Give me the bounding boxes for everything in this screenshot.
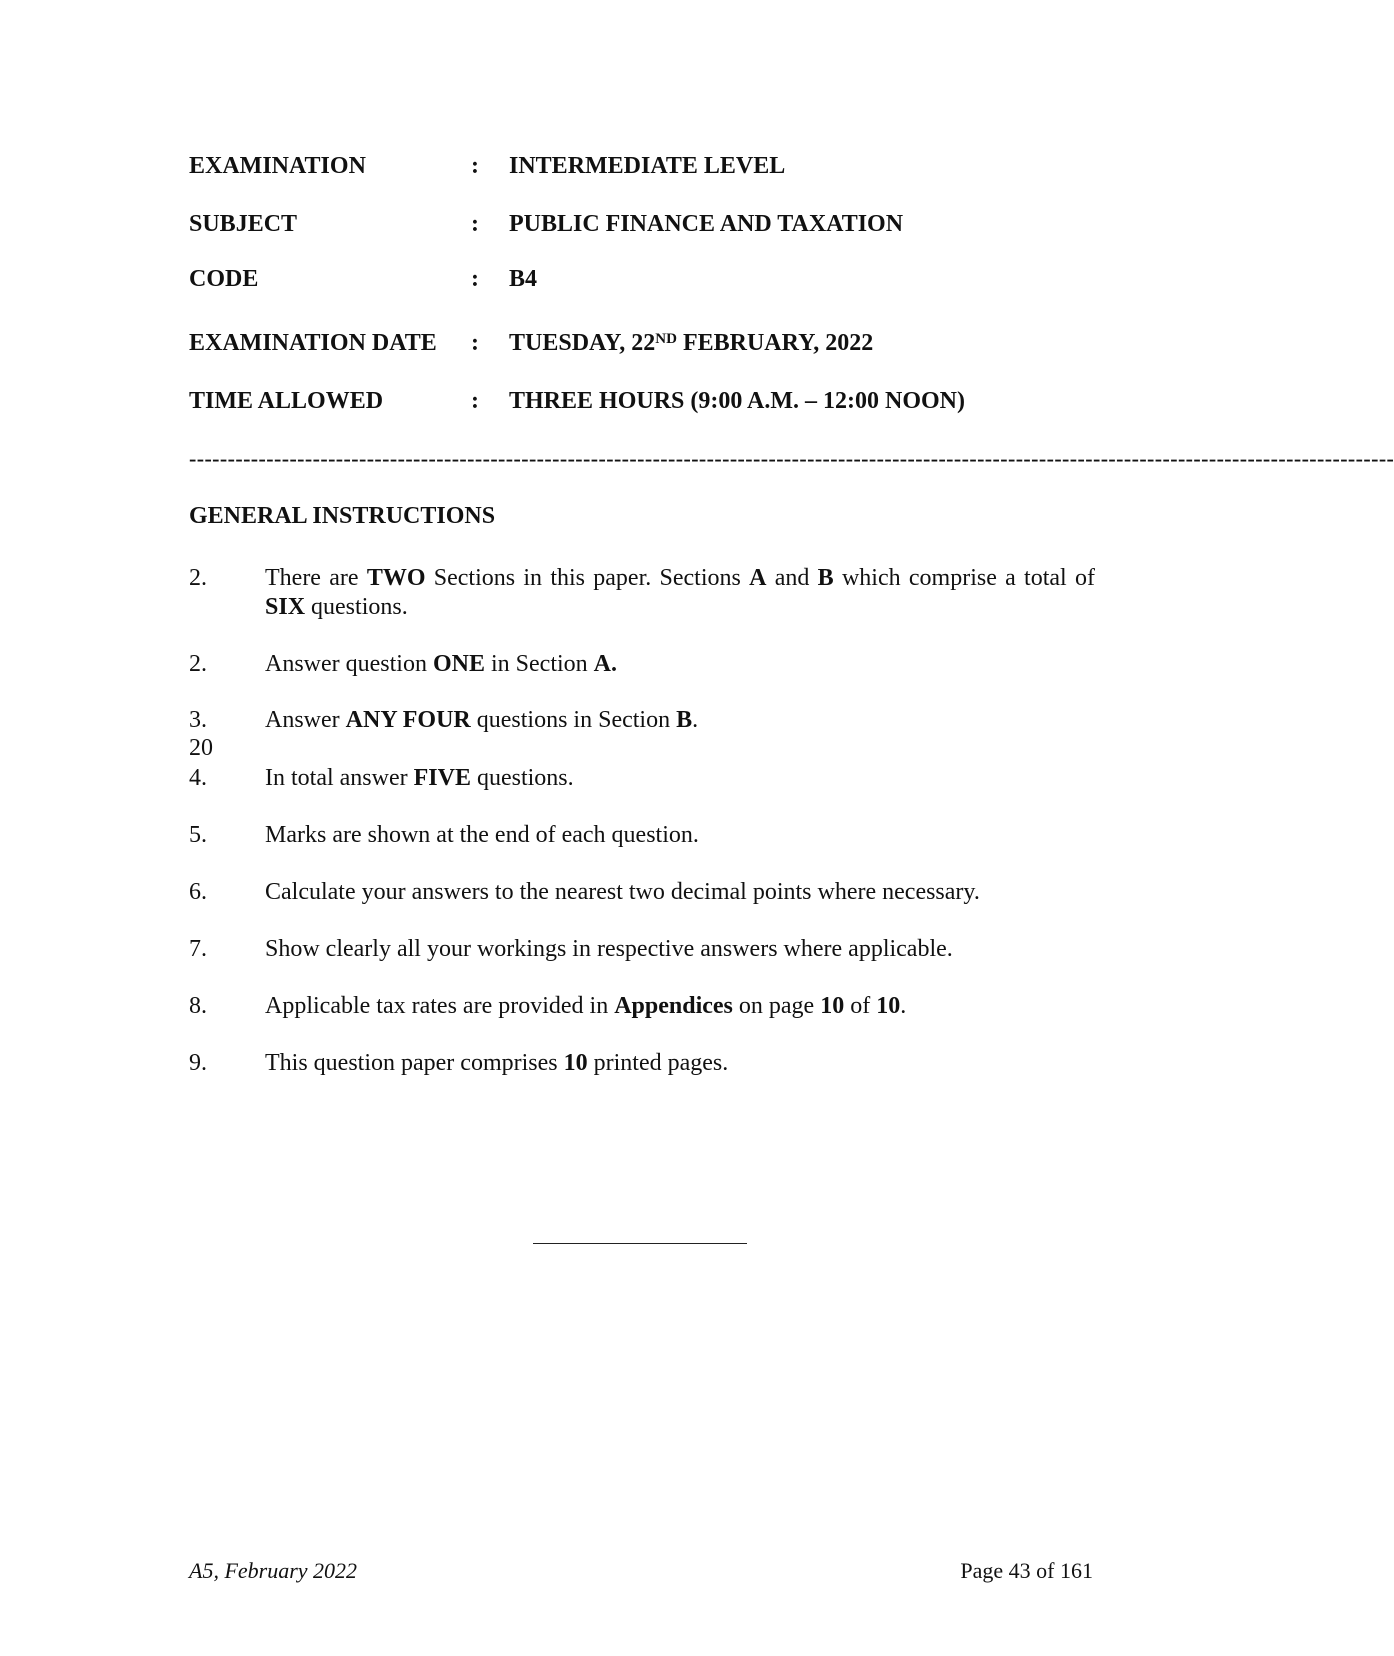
date-month-year: FEBRUARY, 2022 [676,330,874,356]
header-value: INTERMEDIATE LEVEL [509,153,786,179]
instruction-emphasis: TWO [366,565,426,591]
instruction-text [265,706,1095,735]
instruction-text [265,992,1095,1021]
instruction-text [265,650,1095,679]
instruction-fragment: on page [732,993,821,1019]
header-colon: : [471,211,479,237]
instruction-emphasis: SIX [265,594,306,620]
instruction-text [265,935,1095,964]
header-colon: : [471,330,479,356]
end-of-instructions-rule [533,1243,747,1244]
header-value: PUBLIC FINANCE AND TAXATION [509,211,904,237]
instruction-fragment: This question paper comprises [265,1050,564,1076]
header-label: CODE [189,266,259,292]
stray-number: 20 [189,735,213,761]
instruction-emphasis: 10 [820,993,845,1019]
instruction-fragment: of [844,993,877,1019]
instruction-emphasis: Appendices [614,993,733,1019]
instruction-fragment: Sections in this paper. Sections [425,565,750,591]
instruction-emphasis: A [749,565,767,591]
instruction-fragment: questions. [305,594,408,620]
date-day: TUESDAY, 22 [509,330,656,356]
header-colon: : [471,266,479,292]
header-colon: : [471,153,479,179]
instruction-fragment: Answer [265,707,346,733]
instruction-fragment: Answer question [265,651,433,677]
instruction-number: 4. [189,765,207,791]
instruction-fragment: . [900,993,907,1019]
instruction-number: 2. [189,565,207,591]
instruction-emphasis: B [817,565,834,591]
instruction-fragment: Applicable tax rates are provided in [265,993,615,1019]
instruction-text [265,1049,1095,1078]
instruction-emphasis: 10 [563,1050,588,1076]
header-label: SUBJECT [189,211,298,237]
dashed-divider: ------------------------------------------------------------------------------------------------------------------------------------------------------------ [189,446,1394,471]
instruction-fragment: Show clearly all your workings in respective answers where applicable. [265,936,953,962]
instruction-number: 5. [189,822,207,848]
instruction-fragment: There are [265,565,367,591]
instruction-emphasis: FIVE [413,765,471,791]
instruction-emphasis: ONE [432,651,485,677]
instruction-fragment: which comprise a total of [833,565,1095,591]
instruction-fragment: questions. [470,765,574,791]
instruction-fragment: In total answer [265,765,414,791]
instruction-fragment: . [692,707,699,733]
instruction-text [265,821,1095,850]
footer-exam-session: A5, February 2022 [189,1558,358,1583]
instruction-number: 2. [189,651,207,677]
instruction-emphasis: B [676,707,693,733]
instruction-fragment: and [766,565,818,591]
header-label: TIME ALLOWED [189,388,384,414]
header-value: B4 [509,266,538,292]
instruction-text [265,564,1095,622]
instruction-fragment: Calculate your answers to the nearest two decimal points where necessary. [265,879,980,905]
header-colon: : [471,388,479,414]
header-label: EXAMINATION [189,153,366,179]
date-ordinal-suffix: ND [655,331,677,347]
instruction-emphasis: 10 [876,993,901,1019]
header-label: EXAMINATION DATE [189,330,437,356]
general-instructions-title: GENERAL INSTRUCTIONS [189,503,496,529]
instruction-number: 7. [189,936,207,962]
header-value [509,328,873,358]
instruction-fragment: printed pages. [587,1050,729,1076]
instruction-number: 3. [189,707,207,733]
instruction-number: 9. [189,1050,207,1076]
instruction-emphasis: A. [593,651,617,677]
instruction-text [265,878,1095,907]
instruction-fragment: in Section [485,651,594,677]
instruction-emphasis: ANY FOUR [345,707,471,733]
instruction-fragment: Marks are shown at the end of each question. [265,822,699,848]
instruction-text [265,764,1095,793]
footer-page-number: Page 43 of 161 [960,1558,1093,1583]
instruction-number: 8. [189,993,207,1019]
header-value: THREE HOURS (9:00 A.M. – 12:00 NOON) [509,388,965,414]
instruction-fragment: questions in Section [470,707,677,733]
instruction-number: 6. [189,879,207,905]
